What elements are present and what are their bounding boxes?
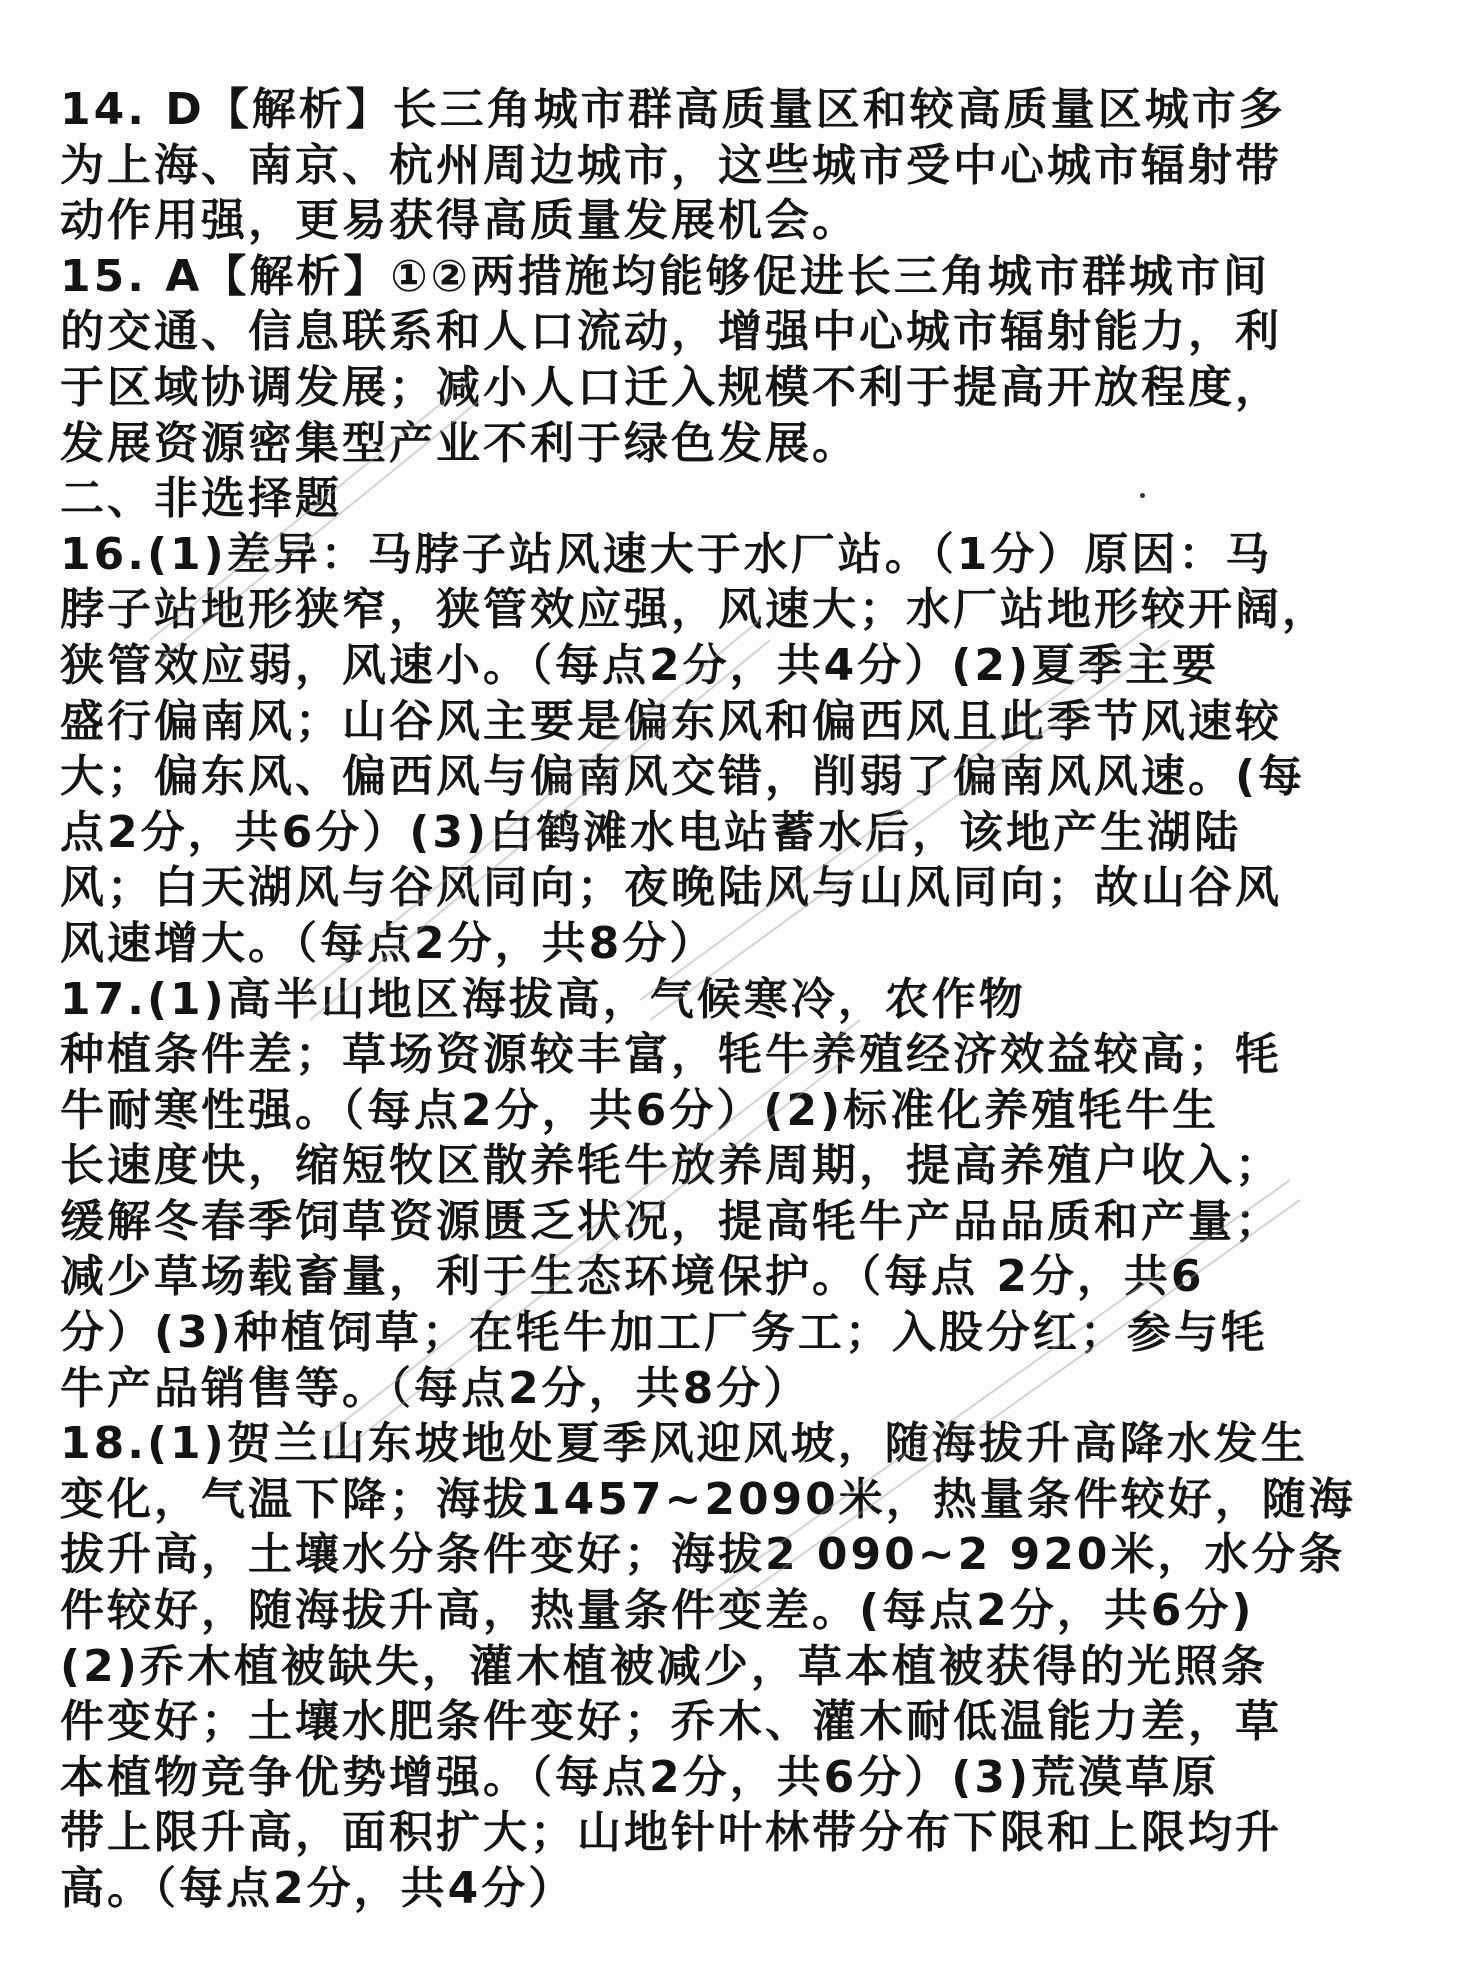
text-line: 风速增大。（每点2分，共8分） bbox=[60, 917, 717, 969]
text-line: 17.(1)高半山地区海拔高，气候寒冷，农作物 bbox=[60, 973, 1026, 1025]
text-line: 分）(3)种植饲草；在牦牛加工厂务工；入股分红；参与牦 bbox=[60, 1307, 1268, 1359]
text-line: 减少草场载畜量，利于生态环境保护。（每点 2分，共6 bbox=[60, 1251, 1205, 1303]
text-line: (2)乔木植被缺失，灌木植被减少，草本植被获得的光照条 bbox=[60, 1640, 1268, 1692]
text-line: 脖子站地形狭窄，狭管效应强，风速大；水厂站地形较开阔， bbox=[60, 584, 1329, 636]
text-line: 发展资源密集型产业不利于绿色发展。 bbox=[60, 417, 859, 469]
text-line: 牛产品销售等。（每点2分，共8分） bbox=[60, 1362, 811, 1414]
text-line: 带上限升高，面积扩大；山地针叶林带分布下限和上限均升 bbox=[60, 1807, 1282, 1859]
text-line: 狭管效应弱，风速小。（每点2分，共4分）(2)夏季主要 bbox=[60, 639, 1220, 691]
text-line: 盛行偏南风；山谷风主要是偏东风和偏西风且此季节风速较 bbox=[60, 695, 1282, 747]
text-line: 长速度快，缩短牧区散养牦牛放养周期，提高养殖户收入； bbox=[60, 1140, 1282, 1192]
text-line: 缓解冬春季饲草资源匮乏状况，提高牦牛产品品质和产量； bbox=[60, 1195, 1282, 1247]
text-line: 15. A【解析】①②两措施均能够促进长三角城市群城市间 bbox=[60, 250, 1270, 302]
text-line: 大；偏东风、偏西风与偏南风交错，削弱了偏南风风速。(每 bbox=[60, 751, 1306, 803]
text-line: 件较好，随海拔升高，热量条件变差。(每点2分，共6分) bbox=[60, 1585, 1255, 1637]
text-line: 18.(1)贺兰山东坡地处夏季风迎风坡，随海拔升高降水发生 bbox=[60, 1418, 1308, 1470]
text-line: 本植物竞争优势增强。（每点2分，共6分）(3)荒漠草原 bbox=[60, 1751, 1220, 1803]
text-line: 14. D【解析】长三角城市群高质量区和较高质量区城市多 bbox=[60, 84, 1286, 135]
text-line: 拔升高，土壤水分条件变好；海拔2 090~2 920米，水分条 bbox=[60, 1529, 1346, 1581]
text-line: 件变好；土壤水肥条件变好；乔木、灌木耐低温能力差，草 bbox=[60, 1696, 1282, 1748]
text-line: 种植条件差；草场资源较丰富，牦牛养殖经济效益较高；牦 bbox=[60, 1029, 1282, 1081]
text-line: 点2分，共6分）(3)白鹤滩水电站蓄水后，该地产生湖陆 bbox=[60, 806, 1242, 858]
text-line: 高。（每点2分，共4分） bbox=[60, 1863, 576, 1914]
text-line: 于区域协调发展；减小人口迁入规模不利于提高开放程度， bbox=[60, 361, 1282, 413]
text-line: 16.(1)差异：马脖子站风速大于水厂站。（1分）原因：马 bbox=[60, 528, 1273, 580]
section-heading: 二、非选择题 bbox=[60, 473, 342, 525]
answer-text-block bbox=[60, 82, 1430, 1917]
text-line: 变化，气温下降；海拔1457~2090米，热量条件较好，随海 bbox=[60, 1473, 1356, 1525]
speck-mark bbox=[1140, 493, 1145, 498]
text-line: 牛耐寒性强。（每点2分，共6分）(2)标准化养殖牦牛生 bbox=[60, 1084, 1220, 1136]
text-line: 为上海、南京、杭州周边城市，这些城市受中心城市辐射带 bbox=[60, 139, 1282, 191]
text-line: 的交通、信息联系和人口流动，增强中心城市辐射能力，利 bbox=[60, 306, 1282, 358]
text-line: 动作用强，更易获得高质量发展机会。 bbox=[60, 195, 859, 247]
text-line: 风；白天湖风与谷风同向；夜晚陆风与山风同向；故山谷风 bbox=[60, 862, 1282, 914]
